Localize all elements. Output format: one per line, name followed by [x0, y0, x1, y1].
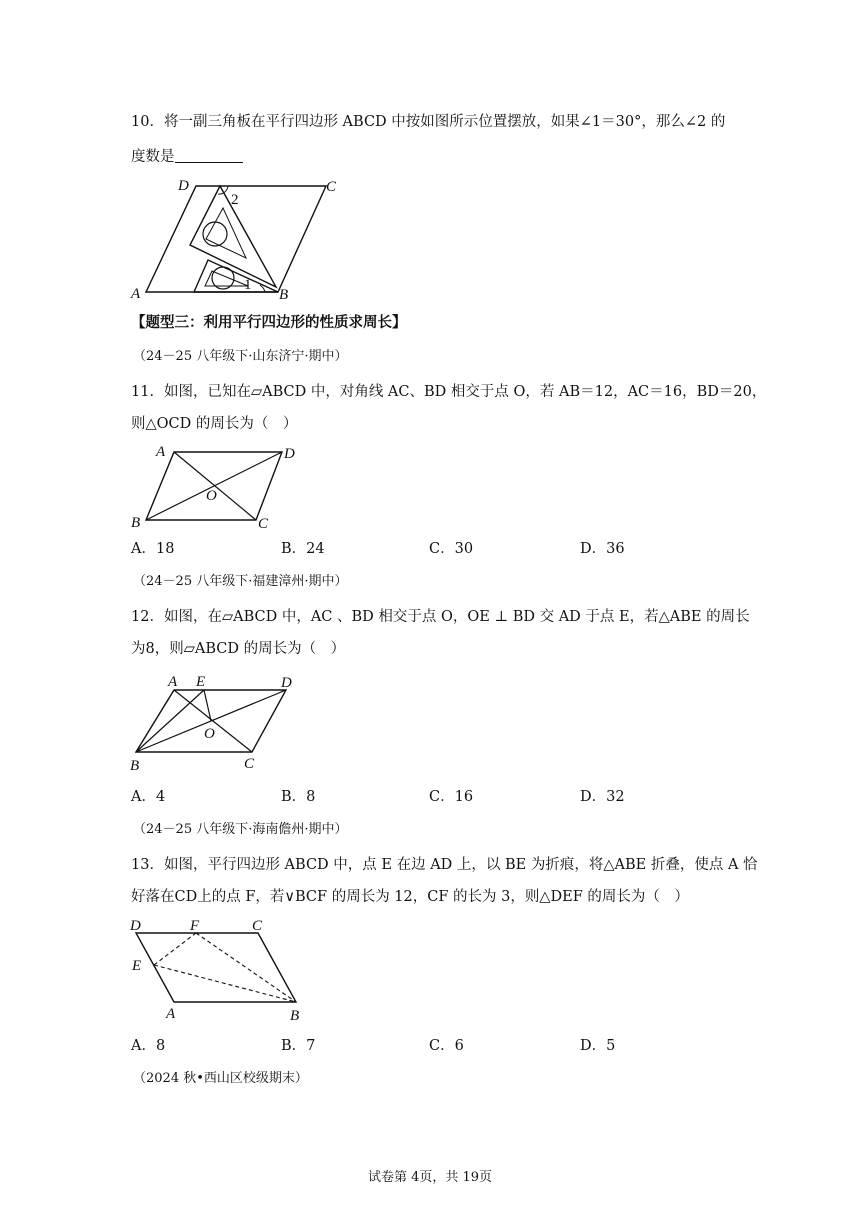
fig11-label-C: C [258, 516, 269, 532]
q13-option-d[interactable]: D．5 [580, 1038, 616, 1054]
fig11-label-D: D [284, 446, 295, 462]
q12-option-b[interactable]: B．8 [281, 789, 316, 805]
fig13-label-F: F [190, 918, 200, 934]
q11-option-d[interactable]: D．36 [580, 541, 625, 557]
q11-source: （24－25 八年级下·山东济宁·期中） [133, 349, 348, 364]
fig13-label-E: E [132, 958, 142, 974]
q13-text-line1: 13．如图，平行四边形 ABCD 中，点 E 在边 AD 上，以 BE 为折痕，将△ABE 折叠，使点 A 恰 [131, 857, 758, 873]
fig10-label-A: A [131, 286, 141, 302]
q13-option-c[interactable]: C．6 [429, 1038, 464, 1054]
q13-option-b[interactable]: B．7 [281, 1038, 316, 1054]
fig13-label-A: A [166, 1006, 176, 1022]
fig13-label-C: C [252, 918, 263, 934]
q13-option-a[interactable]: A．8 [131, 1038, 166, 1054]
fig12-label-O: O [204, 726, 215, 742]
figure-q10 [128, 172, 348, 304]
figure-q13 [128, 915, 318, 1025]
q12-text-line2: 为8，则▱ABCD 的周长为（ ） [131, 641, 346, 657]
fig12-label-E: E [196, 674, 206, 690]
q11-text-line1: 11．如图，已知在▱ABCD 中，对角线 AC、BD 相交于点 O，若 AB＝12，AC＝16，BD＝20， [131, 384, 767, 400]
fig10-label-angle1: 1 [244, 277, 252, 293]
q10-text-line2-label: 度数是 [131, 149, 175, 165]
q12-option-c[interactable]: C．16 [429, 789, 474, 805]
q13-text-line2: 好落在CD上的点 F，若∨BCF 的周长为 12，CF 的长为 3，则△DEF 的周长为（ ） [131, 889, 689, 905]
q14-source: （2024 秋•西山区校级期末） [133, 1071, 308, 1086]
figure-q11 [128, 440, 308, 532]
fig11-label-O: O [206, 488, 217, 504]
section-heading: 【题型三：利用平行四边形的性质求周长】 [131, 315, 407, 331]
fig12-label-B: B [130, 758, 140, 774]
fig10-label-C: C [326, 179, 337, 195]
q12-source: （24－25 八年级下·福建漳州·期中） [133, 574, 348, 589]
q10-text-line2 [131, 147, 731, 167]
answer-blank [175, 148, 243, 163]
q12-option-d[interactable]: D．32 [580, 789, 625, 805]
q11-option-c[interactable]: C．30 [429, 541, 474, 557]
q11-option-a[interactable]: A．18 [131, 541, 175, 557]
fig11-label-A: A [156, 444, 166, 460]
q10-text-line1: 10．将一副三角板在平行四边形 ABCD 中按如图所示位置摆放，如果∠1＝30°，那么∠2 的 [131, 114, 726, 130]
q13-source: （24－25 八年级下·海南儋州·期中） [133, 822, 348, 837]
figure-q12 [128, 670, 308, 774]
fig13-label-B: B [290, 1008, 300, 1024]
fig13-label-D: D [130, 918, 141, 934]
fig10-label-D: D [178, 178, 189, 194]
fig10-label-B: B [279, 287, 289, 303]
q11-text-line2: 则△OCD 的周长为（ ） [131, 416, 298, 432]
q12-option-a[interactable]: A．4 [131, 789, 166, 805]
q12-text-line1: 12．如图，在▱ABCD 中，AC 、BD 相交于点 O，OE ⊥ BD 交 AD 于点 E，若△ABE 的周长 [131, 609, 750, 625]
fig11-label-B: B [131, 515, 141, 531]
fig12-label-D: D [281, 675, 292, 691]
fig12-label-A: A [168, 674, 178, 690]
page-footer: 试卷第 4页，共 19页 [367, 1170, 493, 1185]
q11-option-b[interactable]: B．24 [281, 541, 325, 557]
fig10-label-angle2: 2 [231, 192, 239, 208]
fig12-label-C: C [244, 756, 255, 772]
